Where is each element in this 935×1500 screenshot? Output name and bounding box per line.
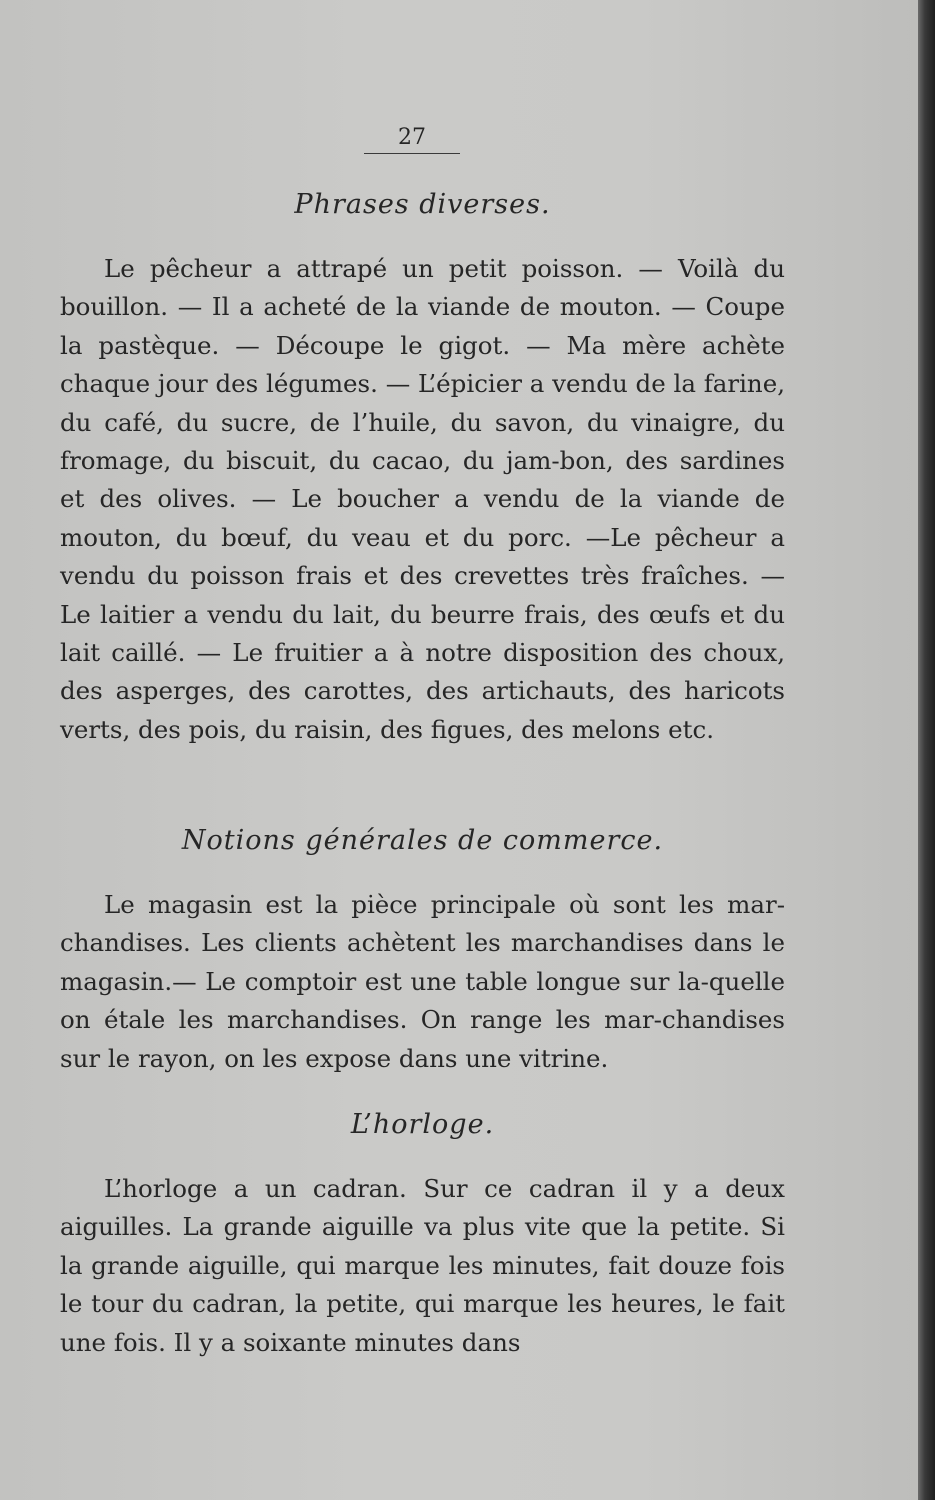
section-paragraph-phrases-diverses: Le pêcheur a attrapé un petit poisson. — Voilà du bouillon. — Il a acheté de la viande de mouton. — Coupe la pastèque. — Découpe le gigot. — Ma mère achète chaque jour des légumes. — L’épicier a vendu de la farine, du café, du sucre, de l’huile, du savon, du vinaigre, du fromage, du biscuit, du cacao, du jam-bon, des sardines et des olives. — Le boucher a vendu de la viande de mouton, du bœuf, du veau et du porc. —Le pêcheur a vendu du poisson frais et des crevettes très fraîches. — Le laitier a vendu du lait, du beurre frais, des œufs et du lait caillé. — Le fruitier a à notre disposition des choux, des asperges, des carottes, des artichauts, des haricots verts, des pois, du raisin, des figues, des melons etc. bbox=[60, 254, 785, 744]
page-edge-shadow bbox=[918, 0, 935, 1500]
section-paragraph-horloge: L’horloge a un cadran. Sur ce cadran il y a deux aiguilles. La grande aiguille va plus vite que la petite. Si la grande aiguille, qui marque les minutes, fait douze fois le tour du cadran, la petite, qui marque les heures, le fait une fois. Il y a soixante minutes dans bbox=[60, 1174, 785, 1357]
section-paragraph-notions-commerce: Le magasin est la pièce principale où sont les mar-chandises. Les clients achètent les marchandises dans le magasin.— Le comptoir est une table longue sur la-quelle on étale les marchandises. On range les mar-chandises sur le rayon, on les expose dans une vitrine. bbox=[60, 890, 785, 1073]
section-heading-notions-commerce: Notions générales de commerce. bbox=[181, 825, 664, 856]
page-number: 27 bbox=[398, 125, 426, 150]
page-number-rule bbox=[364, 153, 460, 154]
section-heading-horloge: L’horloge. bbox=[350, 1109, 495, 1140]
section-heading-phrases-diverses: Phrases diverses. bbox=[294, 189, 551, 220]
